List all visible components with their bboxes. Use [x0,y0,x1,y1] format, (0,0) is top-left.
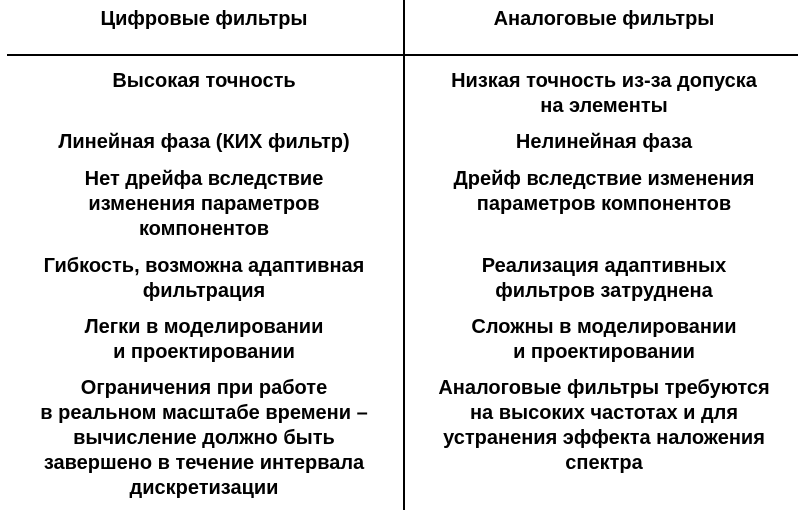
row-2-digital: Линейная фаза (КИХ фильтр) [58,131,350,153]
row-4-digital: Гибкость, возможна адаптивная фильтрация [43,255,365,302]
header-analog-filters: Аналоговые фильтры [493,8,715,30]
header-divider [7,54,798,56]
row-6-digital: Ограничения при работе в реальном масштабе времени – вычисление должно быть завершено в течение интервала дискретизации [40,377,368,499]
row-4-analog: Реализация адаптивных фильтров затруднена [481,255,727,302]
row-6-analog: Аналоговые фильтры требуются на высоких частотах и для устранения эффекта наложения спектра [438,377,770,474]
row-1-analog: Низкая точность из-за допуска на элементы [451,70,757,117]
row-3-digital: Нет дрейфа вследствие изменения параметров компонентов [84,168,324,240]
row-2-analog: Нелинейная фаза [515,131,693,153]
row-5-digital: Легки в моделировании и проектировании [84,316,324,363]
row-1-digital: Высокая точность [112,70,296,92]
row-5-analog: Сложны в моделировании и проектировании [471,316,737,363]
row-3-analog: Дрейф вследствие изменения параметров компонентов [453,168,755,215]
header-digital-filters: Цифровые фильтры [100,8,308,30]
